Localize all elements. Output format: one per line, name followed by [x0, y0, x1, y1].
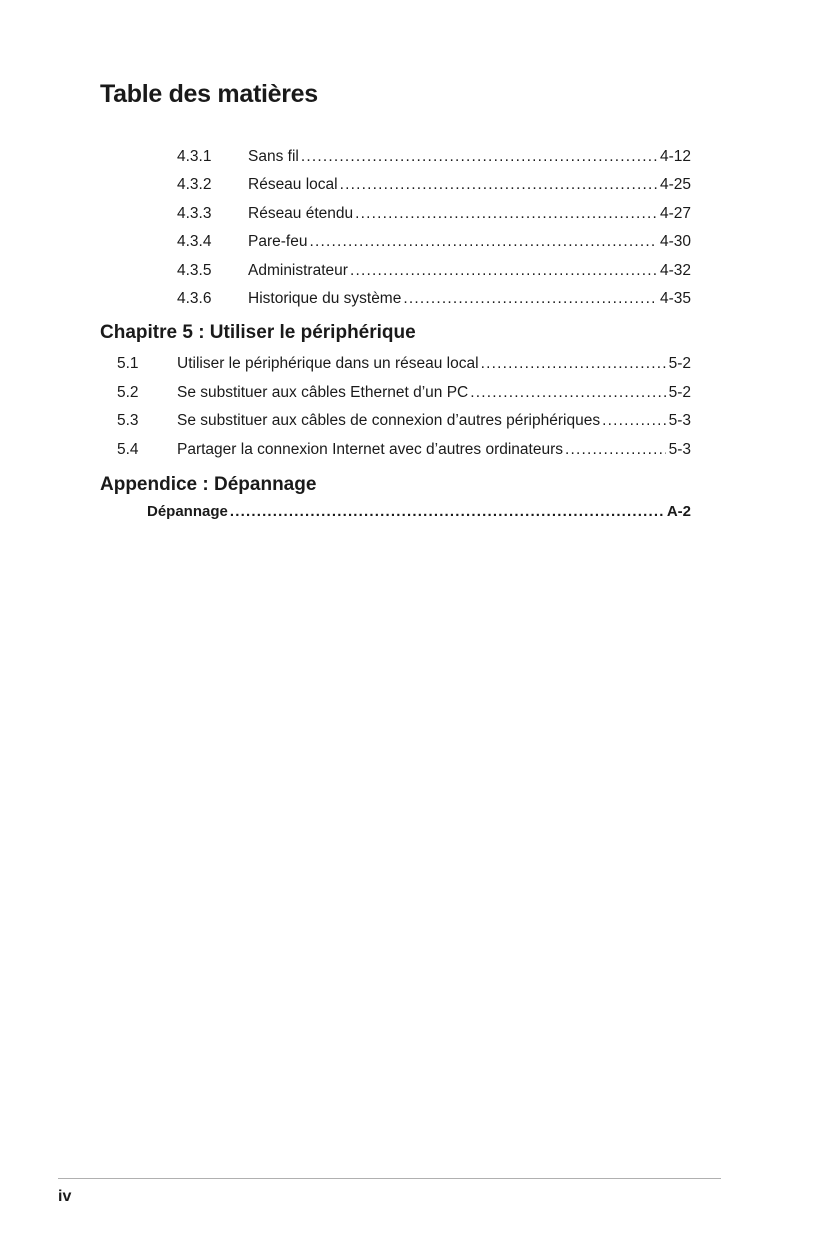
toc-entry-number: 4.3.5	[177, 262, 212, 279]
toc-entry[interactable]	[117, 440, 691, 460]
toc-entry[interactable]	[117, 383, 691, 403]
toc-entry[interactable]	[177, 289, 691, 309]
toc-entry-title: Se substituer aux câbles Ethernet d’un PC	[177, 384, 469, 401]
dot-leader	[301, 147, 657, 167]
dot-leader	[481, 354, 666, 374]
appendix-heading: Appendice : Dépannage	[100, 474, 317, 495]
dot-leader	[309, 232, 657, 252]
footer-divider	[58, 1178, 721, 1179]
toc-entry[interactable]	[177, 232, 691, 252]
toc-entry-title: Utiliser le périphérique dans un réseau local	[177, 355, 479, 372]
dot-leader	[565, 440, 666, 460]
toc-entry-number: 5.1	[117, 355, 139, 372]
toc-entry[interactable]	[177, 175, 691, 195]
toc-entry[interactable]	[177, 204, 691, 224]
dot-leader	[350, 261, 657, 281]
dot-leader	[355, 204, 657, 224]
toc-entry-number: 5.4	[117, 441, 139, 458]
toc-entry-title: Réseau étendu	[248, 205, 354, 222]
toc-entry-title: Se substituer aux câbles de connexion d’autres périphériques	[177, 412, 601, 429]
toc-entry-page: 4-25	[659, 176, 691, 193]
toc-entry[interactable]	[117, 411, 691, 431]
toc-entry-number: 4.3.1	[177, 148, 212, 165]
toc-entry-page: A-2	[666, 503, 691, 520]
toc-entry-page: 4-35	[659, 290, 691, 307]
toc-entry-number: 4.3.2	[177, 176, 212, 193]
toc-entry-page: 4-27	[659, 205, 691, 222]
toc-entry-number: 4.3.4	[177, 233, 212, 250]
toc-entry-number: 5.2	[117, 384, 139, 401]
toc-entry-title: Dépannage	[147, 503, 228, 520]
toc-entry[interactable]	[177, 147, 691, 167]
dot-leader	[340, 175, 657, 195]
toc-entry-page: 5-3	[668, 412, 691, 429]
toc-entry-page: 5-2	[668, 355, 691, 372]
chapter-heading: Chapitre 5 : Utiliser le périphérique	[100, 322, 416, 343]
toc-entry[interactable]	[147, 502, 691, 522]
toc-entry-page: 4-30	[659, 233, 691, 250]
toc-entry-page: 4-32	[659, 262, 691, 279]
toc-entry-page: 4-12	[659, 148, 691, 165]
toc-entry-title: Partager la connexion Internet avec d’autres ordinateurs	[177, 441, 564, 458]
toc-entry-number: 4.3.3	[177, 205, 212, 222]
toc-entry-title: Pare-feu	[248, 233, 308, 250]
dot-leader	[230, 502, 664, 522]
toc-entry[interactable]	[117, 354, 691, 374]
toc-entry-page: 5-2	[668, 384, 691, 401]
toc-entry-title: Historique du système	[248, 290, 402, 307]
page-title: Table des matières	[100, 80, 318, 108]
toc-entry-number: 4.3.6	[177, 290, 212, 307]
dot-leader	[470, 383, 665, 403]
toc-entry-title: Réseau local	[248, 176, 338, 193]
toc-entry-title: Sans fil	[248, 148, 299, 165]
dot-leader	[403, 289, 657, 309]
toc-entry[interactable]	[177, 261, 691, 281]
dot-leader	[602, 411, 666, 431]
toc-entry-page: 5-3	[668, 441, 691, 458]
toc-entry-title: Administrateur	[248, 262, 348, 279]
toc-entry-number: 5.3	[117, 412, 139, 429]
page-number: iv	[58, 1188, 72, 1205]
